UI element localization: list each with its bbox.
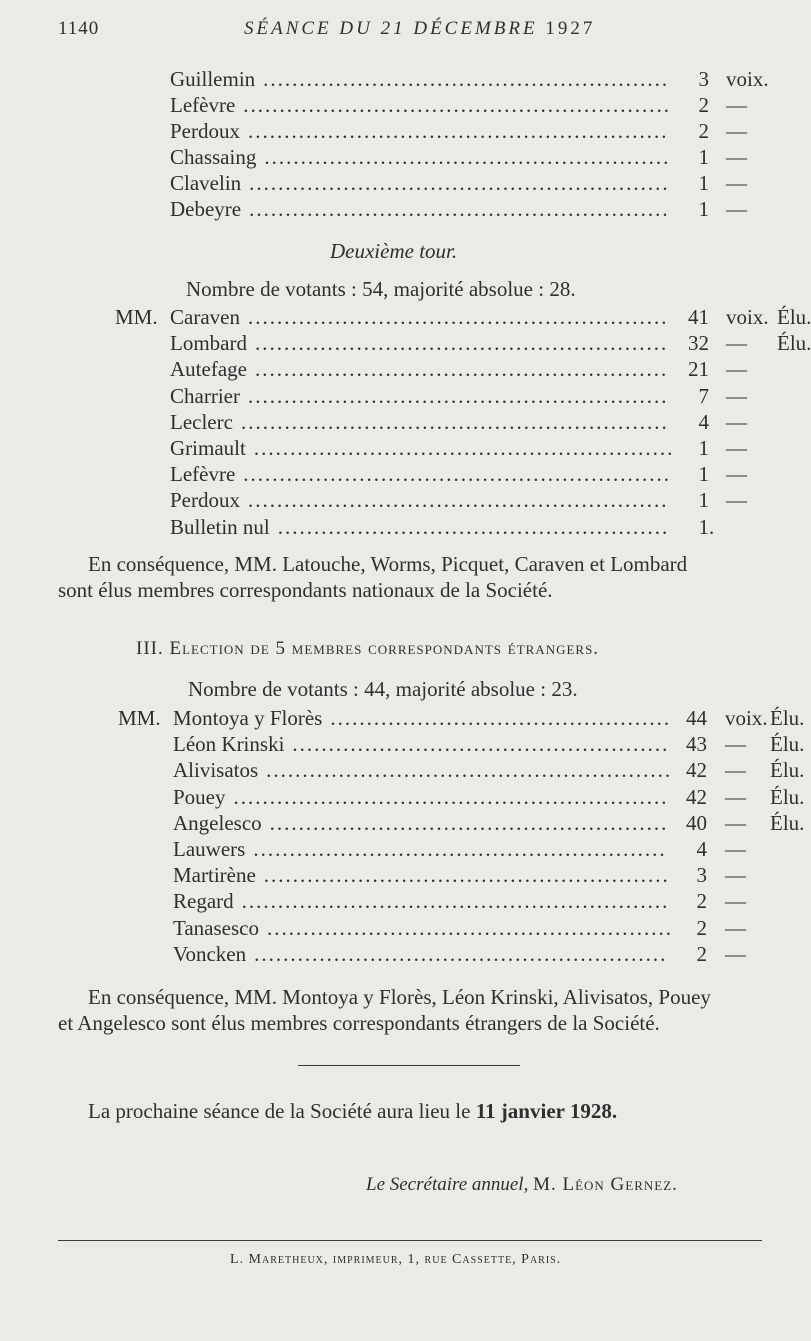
candidate-name: Lefèvre xyxy=(170,93,236,117)
candidate-name: Regard xyxy=(173,889,234,914)
candidate-name: Lombard xyxy=(170,331,247,356)
leader-dots: ........................................................ xyxy=(264,145,671,169)
vote-count: 2 xyxy=(698,93,709,117)
printer-imprint: L. Maretheux, imprimeur, 1, rue Cassette, Paris. xyxy=(230,1252,562,1267)
leader-dots: ........................................................ xyxy=(266,758,673,783)
vote-unit: — xyxy=(725,863,746,888)
vote-unit: — xyxy=(726,436,747,460)
candidate-name: Leclerc xyxy=(170,409,233,434)
candidate-name: Autefage xyxy=(170,357,247,382)
vote-count: 3 xyxy=(698,67,709,91)
vote-count: 2 xyxy=(696,915,707,940)
vote-count: 2 xyxy=(696,941,707,966)
leader-dots: ......................................................... xyxy=(253,837,667,861)
vote-count: 4 xyxy=(698,409,709,434)
leader-dots: ........................................................... xyxy=(243,93,672,117)
vote-unit: — xyxy=(725,784,746,809)
section-divider xyxy=(298,1065,520,1066)
names-prefix: MM. xyxy=(118,706,161,730)
leader-dots: ........................................................ xyxy=(263,863,670,888)
leader-dots: ............................................... xyxy=(330,706,672,730)
signature-name: M. Léon Gernez. xyxy=(533,1174,678,1195)
leader-dots: .......................................................... xyxy=(247,305,669,329)
elected-mark: Élu. xyxy=(777,331,811,356)
candidate-name: Voncken xyxy=(173,941,247,966)
candidate-name: Chassaing xyxy=(170,145,257,169)
vote-count: 1 xyxy=(698,436,709,460)
vote-unit: — xyxy=(726,462,747,487)
leader-dots: ........................................................... xyxy=(241,889,670,914)
running-header-title: SÉANCE DU 21 DÉCEMBRE xyxy=(244,18,538,39)
vote-count: 1 xyxy=(698,514,709,539)
elected-mark: Élu. xyxy=(770,706,805,730)
section3-conclusion-line2: et Angelesco sont élus membres correspondants étrangers de la Société. xyxy=(58,1011,660,1035)
leader-dots: .......................................................... xyxy=(253,436,675,460)
elected-mark: Élu. xyxy=(770,732,805,757)
vote-count: 1 xyxy=(698,488,709,513)
vote-unit: voix. xyxy=(726,305,769,329)
leader-dots: .......................................................... xyxy=(249,197,670,221)
second-round-summary: Nombre de votants : 54, majorité absolue : 28. xyxy=(186,277,576,301)
candidate-name: Pouey xyxy=(173,784,226,809)
candidate-name: Alivisatos xyxy=(173,758,259,783)
vote-count: 2 xyxy=(698,119,709,143)
vote-unit: — xyxy=(725,915,746,940)
elected-mark: Élu. xyxy=(770,784,805,809)
leader-dots: .......................................................... xyxy=(248,119,669,143)
next-session-date: 11 janvier 1928. xyxy=(475,1099,618,1123)
vote-count: 42 xyxy=(686,758,707,783)
vote-count: 3 xyxy=(696,863,707,888)
vote-count: 4 xyxy=(696,837,707,861)
leader-dots: ....................................................... xyxy=(269,810,669,835)
candidate-name: Léon Krinski xyxy=(173,732,285,757)
vote-unit: — xyxy=(726,409,747,434)
vote-unit: — xyxy=(726,93,747,117)
vote-count: 41 xyxy=(688,305,709,329)
vote-count: 1 xyxy=(698,462,709,487)
vote-count: 42 xyxy=(686,784,707,809)
candidate-name: Bulletin nul xyxy=(170,514,270,539)
second-round-heading: Deuxième tour. xyxy=(330,239,458,263)
vote-unit: — xyxy=(726,197,747,221)
vote-count: 2 xyxy=(696,889,707,914)
candidate-name: Lauwers xyxy=(173,837,246,861)
leader-dots: ........................................................ xyxy=(263,67,670,91)
leader-dots: ......................................................... xyxy=(254,941,668,966)
vote-count: 7 xyxy=(698,383,709,408)
leader-dots: ......................................................... xyxy=(254,331,669,356)
leader-dots: ......................................................... xyxy=(254,357,669,382)
vote-count: 21 xyxy=(688,357,709,382)
candidate-name: Perdoux xyxy=(170,119,240,143)
vote-unit: — xyxy=(725,810,746,835)
elected-mark: Élu. xyxy=(777,305,811,329)
signature-role: Le Secrétaire annuel, xyxy=(366,1174,529,1195)
second-round-conclusion-line1: En conséquence, MM. Latouche, Worms, Picquet, Caraven et Lombard xyxy=(88,552,688,576)
next-session-text: La prochaine séance de la Société aura lieu le xyxy=(88,1099,476,1123)
vote-count: 1 xyxy=(698,197,709,221)
candidate-name: Martirène xyxy=(173,863,256,888)
vote-unit: voix. xyxy=(725,706,768,730)
candidate-name: Guillemin xyxy=(170,67,256,91)
leader-dots: .......................................................... xyxy=(248,488,669,513)
vote-unit: — xyxy=(725,941,746,966)
section3-summary: Nombre de votants : 44, majorité absolue : 23. xyxy=(188,677,578,701)
leader-dots: .......................................................... xyxy=(247,383,669,408)
leader-dots: ........................................................ xyxy=(267,915,673,940)
vote-unit: — xyxy=(726,145,747,169)
vote-unit: — xyxy=(726,331,747,356)
candidate-name: Lefèvre xyxy=(170,462,236,487)
running-header xyxy=(244,18,595,40)
signature xyxy=(366,1172,678,1198)
candidate-name: Charrier xyxy=(170,383,240,408)
candidate-name: Montoya y Florès xyxy=(173,706,323,730)
vote-unit: — xyxy=(726,383,747,408)
candidate-name: Grimault xyxy=(170,436,246,460)
vote-count: 1 xyxy=(698,145,709,169)
vote-unit: — xyxy=(726,357,747,382)
vote-unit: — xyxy=(726,119,747,143)
vote-count: 32 xyxy=(688,331,709,356)
candidate-name: Debeyre xyxy=(170,197,242,221)
section3-heading: III. Election de 5 membres correspondants étrangers. xyxy=(136,638,600,659)
vote-unit: — xyxy=(725,837,746,861)
vote-count: 1 xyxy=(698,171,709,195)
footer-rule xyxy=(58,1240,762,1241)
elected-mark: Élu. xyxy=(770,758,805,783)
candidate-name: Clavelin xyxy=(170,171,242,195)
leader-dots: ............................................................ xyxy=(233,784,669,809)
candidate-name: Angelesco xyxy=(173,810,262,835)
candidate-name: Caraven xyxy=(170,305,240,329)
vote-count: 44 xyxy=(686,706,707,730)
next-session-line xyxy=(88,1098,617,1124)
vote-unit: . xyxy=(709,514,715,539)
vote-unit: — xyxy=(726,171,747,195)
vote-unit: — xyxy=(725,758,746,783)
vote-unit: — xyxy=(725,889,746,914)
vote-unit: voix. xyxy=(726,67,769,91)
elected-mark: Élu. xyxy=(770,810,805,835)
leader-dots: ........................................................... xyxy=(240,409,669,434)
vote-count: 40 xyxy=(686,810,707,835)
leader-dots: ...................................................... xyxy=(277,514,670,539)
page-number: 1140 xyxy=(58,18,100,39)
candidate-name: Tanasesco xyxy=(173,915,259,940)
vote-unit: — xyxy=(725,732,746,757)
vote-count: 43 xyxy=(686,732,707,757)
second-round-conclusion-line2: sont élus membres correspondants nationaux de la Société. xyxy=(58,578,553,602)
running-header-year: 1927 xyxy=(545,18,596,39)
candidate-name: Perdoux xyxy=(170,488,240,513)
names-prefix: MM. xyxy=(115,305,158,329)
vote-unit: — xyxy=(726,488,747,513)
leader-dots: .................................................... xyxy=(292,732,670,757)
leader-dots: .......................................................... xyxy=(249,171,670,195)
section3-conclusion-line1: En conséquence, MM. Montoya y Florès, Léon Krinski, Alivisatos, Pouey xyxy=(88,985,711,1009)
leader-dots: ........................................................... xyxy=(243,462,672,487)
